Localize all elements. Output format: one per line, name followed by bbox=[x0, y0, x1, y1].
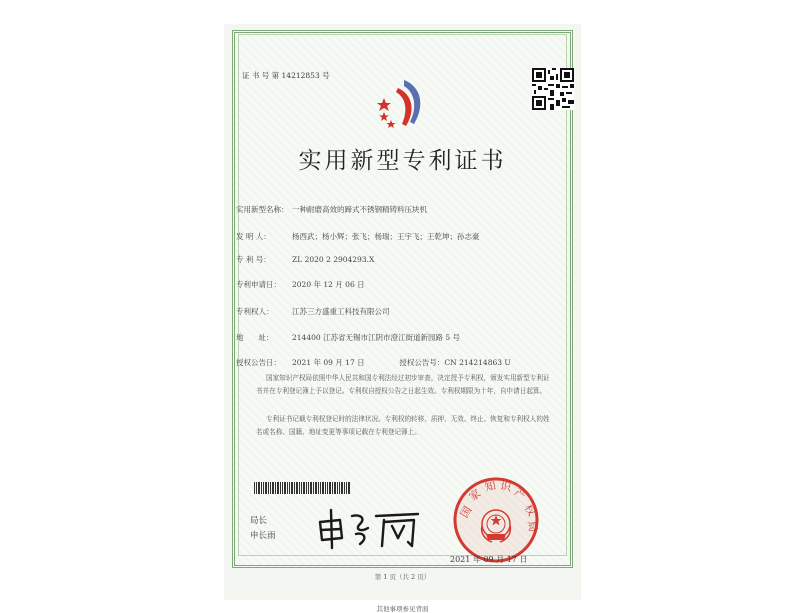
field-label: 地 址： bbox=[236, 333, 274, 342]
address-row bbox=[236, 332, 460, 343]
certificate-page bbox=[224, 24, 581, 613]
field-value: 214400 江苏省无锡市江阴市澄江街道新园路 5 号 bbox=[292, 333, 461, 342]
director-title: 局长 bbox=[250, 516, 268, 526]
qr-code-icon bbox=[532, 68, 574, 110]
field-label: 实用新型名称： bbox=[236, 205, 289, 214]
official-seal-icon bbox=[452, 476, 540, 564]
grant-row bbox=[236, 357, 511, 368]
field-label: 专利权人： bbox=[236, 307, 274, 316]
field-label: 授权公告号： bbox=[399, 358, 445, 367]
field-value: CN 214214863 U bbox=[444, 358, 511, 367]
field-value: 杨西武；杨小辉；张飞；杨瑞；王宇飞；王乾坤；孙志豪 bbox=[292, 232, 480, 241]
field-value: 一种耐磨高效的蹄式不锈钢精铸料压块机 bbox=[292, 205, 427, 214]
page-number: 第 1 页（共 2 页） bbox=[374, 573, 431, 581]
svg-text:知: 知 bbox=[483, 479, 498, 495]
patentee-row bbox=[236, 306, 390, 317]
cnipa-logo-icon bbox=[374, 76, 434, 136]
seal-date: 2021 年 09 月 17 日 bbox=[450, 555, 528, 564]
svg-text:产: 产 bbox=[511, 485, 529, 503]
svg-text:识: 识 bbox=[498, 479, 513, 495]
inventors-row bbox=[236, 231, 480, 242]
svg-text:国: 国 bbox=[457, 504, 475, 521]
field-label: 授权公告日： bbox=[236, 358, 281, 367]
application-date-row bbox=[236, 279, 365, 290]
legal-status-statement: 专利证书记载专利权登记时的法律状况。专利权的转移、质押、无效、终止、恢复和专利权人的姓名或名称、国籍、地址变更等事项记载在专利登记簿上。 bbox=[256, 415, 550, 436]
field-value: 江苏三方盛重工科技有限公司 bbox=[292, 307, 390, 316]
certificate-number: 证 书 号 第 14212853 号 bbox=[242, 71, 330, 80]
signature-icon bbox=[314, 504, 424, 550]
utility-model-name-row bbox=[236, 204, 427, 215]
field-value: 2021 年 09 月 17 日 bbox=[292, 358, 365, 367]
grant-statement: 国家知识产权局依照中华人民共和国专利法经过初步审查，决定授予专利权，颁发实用新型专利证书并在专利登记簿上予以登记。专利权自授权公告之日起生效。专利权期限为十年，自申请日起算。 bbox=[256, 374, 550, 395]
certificate-title: 实用新型专利证书 bbox=[298, 148, 507, 174]
field-value: 2020 年 12 月 06 日 bbox=[292, 280, 365, 289]
field-label: 专利申请日： bbox=[236, 280, 281, 289]
field-label: 专 利 号： bbox=[236, 255, 271, 264]
svg-text:局: 局 bbox=[525, 519, 540, 533]
svg-text:权: 权 bbox=[521, 502, 539, 519]
footer-note: 其他事项参见背面 bbox=[376, 605, 429, 613]
barcode-icon bbox=[254, 482, 350, 494]
director-name: 申长雨 bbox=[250, 531, 276, 541]
svg-text:家: 家 bbox=[466, 486, 484, 504]
field-value: ZL 2020 2 2904293.X bbox=[292, 255, 375, 264]
patent-number-row bbox=[236, 254, 374, 265]
field-label: 发 明 人： bbox=[236, 232, 271, 241]
